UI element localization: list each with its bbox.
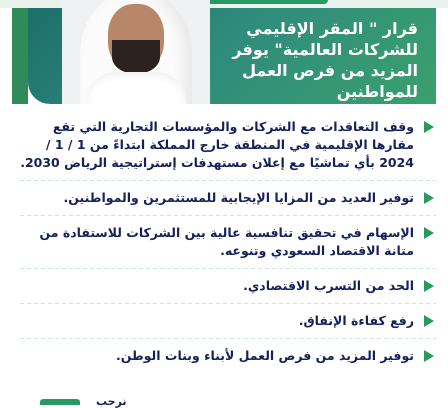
arrow-bullet-icon: [424, 280, 434, 292]
photo-thobe: [86, 72, 186, 104]
bullet-item: [20, 118, 436, 172]
bullet-separator: [20, 215, 436, 216]
portrait-photo: [62, 0, 210, 104]
arrow-bullet-icon: [424, 350, 434, 362]
bullet-text: الإسهام في تحقيق تنافسية عالية بين الشركات للاستفادة من متانة الاقتصاد السعودي وتنوعه.: [39, 225, 414, 258]
arrow-bullet-icon: [424, 121, 434, 133]
arrow-bullet-icon: [424, 315, 434, 327]
bullet-separator: [20, 268, 436, 269]
arrow-bullet-icon: [424, 227, 434, 239]
bullet-text: الحد من التسرب الاقتصادي.: [243, 278, 414, 293]
bullet-list: [20, 118, 436, 365]
footer-partial-text: نرحب: [96, 395, 127, 408]
bullet-text: توفير العديد من المزايا الإيجابية للمستثمرين والمواطنين.: [63, 190, 414, 205]
bullet-separator: [20, 303, 436, 304]
bullet-item: [20, 224, 436, 260]
bullet-item: [20, 189, 436, 207]
bullet-separator: [20, 180, 436, 181]
bullet-text: رفع كفاءة الإنفاق.: [298, 313, 414, 328]
footer-accent-bar: [40, 399, 80, 405]
arrow-bullet-icon: [424, 192, 434, 204]
bullet-item: [20, 312, 436, 330]
bullet-separator: [20, 338, 436, 339]
bullet-item: [20, 347, 436, 365]
bullet-text: وقف التعاقدات مع الشركات والمؤسسات التجارية التي تقع مقارها الإقليمية في المنطقة خارج المملكة ابتداءً من 1 / 1 / 2024 بأي تماشيًا مع إعلان مستهدفات إستراتيجية الرياض 2030.: [20, 119, 414, 170]
bullet-item: [20, 277, 436, 295]
headline-title: قرار " المقر الإقليمي للشركات العالمية" يوفر المزيد من فرص العمل للمواطنين: [232, 19, 418, 101]
photo-beard: [112, 40, 160, 74]
bullet-text: توفير المزيد من فرص العمل لأبناء وبنات الوطن.: [115, 348, 414, 363]
banner-edge-decoration: [12, 8, 28, 104]
